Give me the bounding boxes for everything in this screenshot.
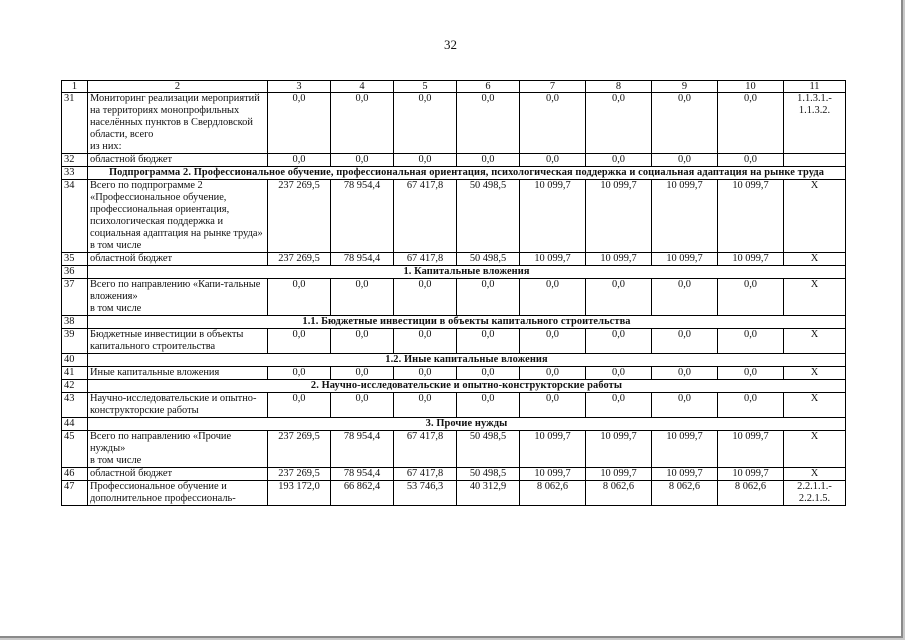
amount-cell: 0,0	[331, 393, 394, 418]
amount-cell: 50 498,5	[457, 431, 520, 468]
row-number-cell: 35	[62, 253, 88, 266]
item-name-cell: Всего по направлению «Прочие нужды» в том числе	[88, 431, 268, 468]
column-number: 4	[331, 81, 394, 93]
column-number: 3	[268, 81, 331, 93]
amount-cell: 8 062,6	[520, 481, 586, 506]
amount-cell: 0,0	[520, 279, 586, 316]
amount-cell: 0,0	[586, 154, 652, 167]
column-number: 8	[586, 81, 652, 93]
amount-cell: 67 417,8	[394, 431, 457, 468]
row-number-cell: 38	[62, 316, 88, 329]
row-number-cell: 43	[62, 393, 88, 418]
amount-cell: 50 498,5	[457, 468, 520, 481]
item-name-cell: областной бюджет	[88, 253, 268, 266]
reference-cell: Х	[784, 279, 846, 316]
reference-cell: Х	[784, 468, 846, 481]
amount-cell: 237 269,5	[268, 180, 331, 253]
table-row	[62, 329, 846, 354]
amount-cell: 67 417,8	[394, 180, 457, 253]
row-number-cell: 42	[62, 380, 88, 393]
amount-cell: 0,0	[268, 279, 331, 316]
reference-cell	[784, 154, 846, 167]
amount-cell: 0,0	[394, 329, 457, 354]
row-number-cell: 47	[62, 481, 88, 506]
table-row	[62, 431, 846, 468]
amount-cell: 53 746,3	[394, 481, 457, 506]
reference-cell: Х	[784, 393, 846, 418]
amount-cell: 10 099,7	[718, 253, 784, 266]
amount-cell: 78 954,4	[331, 180, 394, 253]
amount-cell: 10 099,7	[652, 180, 718, 253]
section-header-row	[62, 380, 846, 393]
row-number-cell: 40	[62, 354, 88, 367]
amount-cell: 10 099,7	[652, 431, 718, 468]
amount-cell: 10 099,7	[520, 468, 586, 481]
table-row	[62, 154, 846, 167]
amount-cell: 0,0	[652, 393, 718, 418]
amount-cell: 0,0	[586, 393, 652, 418]
amount-cell: 66 862,4	[331, 481, 394, 506]
amount-cell: 0,0	[520, 93, 586, 154]
amount-cell: 0,0	[268, 393, 331, 418]
amount-cell: 0,0	[268, 154, 331, 167]
item-name-cell: областной бюджет	[88, 154, 268, 167]
amount-cell: 0,0	[718, 329, 784, 354]
amount-cell: 10 099,7	[520, 253, 586, 266]
reference-cell: Х	[784, 431, 846, 468]
column-number: 10	[718, 81, 784, 93]
item-name-cell: Бюджетные инвестиции в объекты капитального строительства	[88, 329, 268, 354]
table-row	[62, 253, 846, 266]
section-header-row	[62, 354, 846, 367]
amount-cell: 0,0	[457, 367, 520, 380]
amount-cell: 237 269,5	[268, 468, 331, 481]
amount-cell: 0,0	[652, 154, 718, 167]
reference-cell: Х	[784, 180, 846, 253]
amount-cell: 10 099,7	[520, 431, 586, 468]
column-number: 7	[520, 81, 586, 93]
section-title-cell: 2. Научно-исследовательские и опытно-конструкторские работы	[88, 380, 846, 393]
amount-cell: 0,0	[520, 367, 586, 380]
amount-cell: 10 099,7	[718, 431, 784, 468]
row-number-cell: 36	[62, 266, 88, 279]
amount-cell: 0,0	[652, 93, 718, 154]
amount-cell: 0,0	[457, 393, 520, 418]
column-number: 11	[784, 81, 846, 93]
amount-cell: 0,0	[394, 279, 457, 316]
reference-cell: 2.2.1.1.- 2.2.1.5.	[784, 481, 846, 506]
amount-cell: 0,0	[394, 393, 457, 418]
amount-cell: 0,0	[394, 367, 457, 380]
amount-cell: 0,0	[652, 279, 718, 316]
row-number-cell: 33	[62, 167, 88, 180]
amount-cell: 0,0	[586, 329, 652, 354]
section-title-cell: 1.2. Иные капитальные вложения	[88, 354, 846, 367]
item-name-cell: Иные капитальные вложения	[88, 367, 268, 380]
amount-cell: 0,0	[331, 154, 394, 167]
amount-cell: 0,0	[652, 329, 718, 354]
reference-cell: Х	[784, 253, 846, 266]
amount-cell: 10 099,7	[586, 431, 652, 468]
amount-cell: 0,0	[331, 93, 394, 154]
amount-cell: 10 099,7	[652, 468, 718, 481]
amount-cell: 0,0	[394, 93, 457, 154]
amount-cell: 10 099,7	[718, 468, 784, 481]
amount-cell: 0,0	[718, 154, 784, 167]
section-title-cell: 1. Капитальные вложения	[88, 266, 846, 279]
item-name-cell: Всего по направлению «Капи-тальные вложения» в том числе	[88, 279, 268, 316]
item-name-cell: Мониторинг реализации мероприятий на территориях монопрофильных населённых пунктов в Свердловской области, всего из них:	[88, 93, 268, 154]
amount-cell: 8 062,6	[718, 481, 784, 506]
amount-cell: 10 099,7	[520, 180, 586, 253]
row-number-cell: 44	[62, 418, 88, 431]
amount-cell: 40 312,9	[457, 481, 520, 506]
amount-cell: 0,0	[652, 367, 718, 380]
reference-cell: Х	[784, 367, 846, 380]
table-row	[62, 393, 846, 418]
reference-cell: Х	[784, 329, 846, 354]
amount-cell: 0,0	[718, 393, 784, 418]
section-header-row	[62, 167, 846, 180]
amount-cell: 0,0	[718, 279, 784, 316]
table-row	[62, 180, 846, 253]
section-header-row	[62, 418, 846, 431]
row-number-cell: 37	[62, 279, 88, 316]
reference-cell: 1.1.3.1.- 1.1.3.2.	[784, 93, 846, 154]
amount-cell: 0,0	[457, 93, 520, 154]
amount-cell: 0,0	[586, 367, 652, 380]
amount-cell: 10 099,7	[586, 468, 652, 481]
row-number-cell: 31	[62, 93, 88, 154]
amount-cell: 10 099,7	[718, 180, 784, 253]
item-name-cell: Всего по подпрограмме 2 «Профессиональное обучение, профессиональная ориентация, психологическая поддержка и социальная адаптация на рынке труда» в том числе	[88, 180, 268, 253]
amount-cell: 0,0	[331, 279, 394, 316]
table-row	[62, 279, 846, 316]
section-header-row	[62, 266, 846, 279]
amount-cell: 78 954,4	[331, 468, 394, 481]
row-number-cell: 41	[62, 367, 88, 380]
amount-cell: 237 269,5	[268, 253, 331, 266]
table-row	[62, 367, 846, 380]
item-name-cell: Профессиональное обучение и дополнительное профессиональ-	[88, 481, 268, 506]
section-title-cell: 1.1. Бюджетные инвестиции в объекты капитального строительства	[88, 316, 846, 329]
column-number: 5	[394, 81, 457, 93]
amount-cell: 0,0	[718, 367, 784, 380]
item-name-cell: областной бюджет	[88, 468, 268, 481]
amount-cell: 0,0	[268, 329, 331, 354]
amount-cell: 0,0	[268, 93, 331, 154]
amount-cell: 0,0	[457, 279, 520, 316]
amount-cell: 0,0	[268, 367, 331, 380]
amount-cell: 78 954,4	[331, 431, 394, 468]
amount-cell: 67 417,8	[394, 468, 457, 481]
amount-cell: 0,0	[520, 154, 586, 167]
column-number-row	[62, 81, 846, 93]
amount-cell: 0,0	[457, 329, 520, 354]
amount-cell: 8 062,6	[652, 481, 718, 506]
amount-cell: 10 099,7	[586, 180, 652, 253]
page-number: 32	[444, 37, 457, 52]
amount-cell: 0,0	[394, 154, 457, 167]
table-row	[62, 93, 846, 154]
amount-cell: 10 099,7	[652, 253, 718, 266]
amount-cell: 0,0	[586, 93, 652, 154]
amount-cell: 0,0	[586, 279, 652, 316]
amount-cell: 0,0	[331, 329, 394, 354]
table-body	[62, 81, 846, 506]
amount-cell: 50 498,5	[457, 180, 520, 253]
row-number-cell: 46	[62, 468, 88, 481]
amount-cell: 78 954,4	[331, 253, 394, 266]
amount-cell: 8 062,6	[586, 481, 652, 506]
table-row	[62, 481, 846, 506]
amount-cell: 193 172,0	[268, 481, 331, 506]
section-title-cell: Подпрограмма 2. Профессиональное обучение, профессиональная ориентация, психологическая поддержка и социальная адаптация на рынке труда	[88, 167, 846, 180]
amount-cell: 50 498,5	[457, 253, 520, 266]
section-title-cell: 3. Прочие нужды	[88, 418, 846, 431]
row-number-cell: 34	[62, 180, 88, 253]
amount-cell: 0,0	[331, 367, 394, 380]
amount-cell: 237 269,5	[268, 431, 331, 468]
amount-cell: 67 417,8	[394, 253, 457, 266]
amount-cell: 0,0	[457, 154, 520, 167]
column-number: 2	[88, 81, 268, 93]
row-number-cell: 32	[62, 154, 88, 167]
section-header-row	[62, 316, 846, 329]
amount-cell: 10 099,7	[586, 253, 652, 266]
table-row	[62, 468, 846, 481]
column-number: 9	[652, 81, 718, 93]
amount-cell: 0,0	[520, 393, 586, 418]
amount-cell: 0,0	[520, 329, 586, 354]
row-number-cell: 39	[62, 329, 88, 354]
column-number: 6	[457, 81, 520, 93]
amount-cell: 0,0	[718, 93, 784, 154]
row-number-cell: 45	[62, 431, 88, 468]
item-name-cell: Научно-исследовательские и опытно-конструкторские работы	[88, 393, 268, 418]
column-number: 1	[62, 81, 88, 93]
budget-table	[61, 80, 846, 506]
